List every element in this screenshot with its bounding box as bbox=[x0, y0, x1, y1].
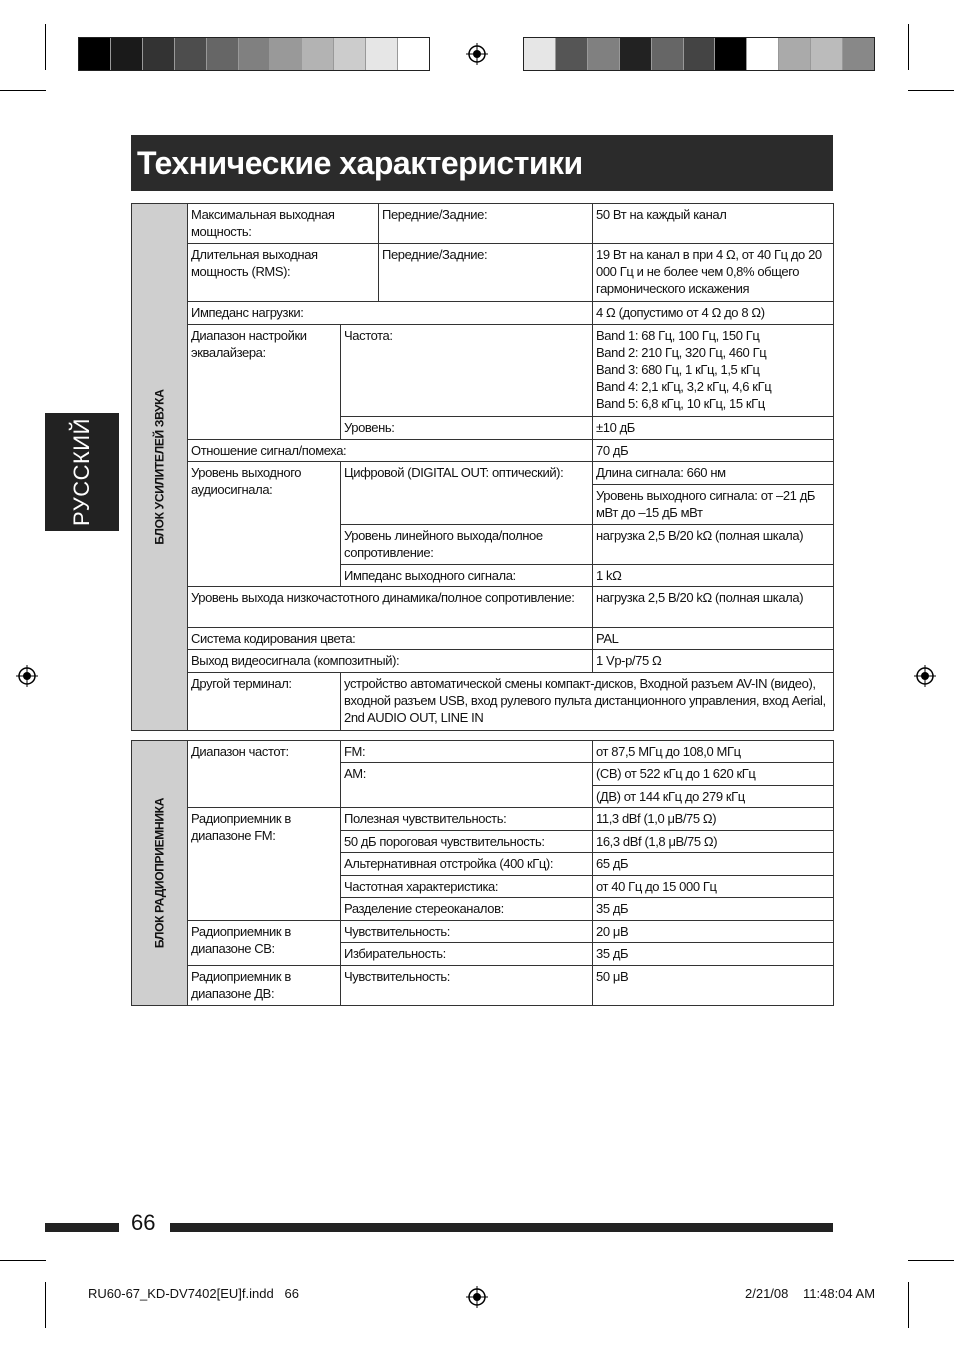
spec-label: Система кодирования цвета: bbox=[188, 628, 593, 650]
eq-band: Band 1: 68 Гц, 100 Гц, 150 Гц bbox=[596, 328, 760, 343]
color-swatch bbox=[79, 38, 111, 70]
color-swatch bbox=[366, 38, 398, 70]
spec-value: (ДВ) от 144 кГц до 279 кГц bbox=[593, 786, 834, 808]
spec-sublabel: Альтернативная отстройка (400 кГц): bbox=[341, 853, 593, 876]
color-swatch bbox=[747, 38, 779, 70]
spec-label: Выход видеосигнала (композитный): bbox=[188, 650, 593, 673]
spec-sublabel: Разделение стереоканалов: bbox=[341, 898, 593, 921]
color-swatch bbox=[111, 38, 143, 70]
spec-value: 50 μВ bbox=[593, 966, 834, 1006]
color-swatch bbox=[175, 38, 207, 70]
color-swatch bbox=[843, 38, 874, 70]
spec-label: Уровень выходного аудиосигнала: bbox=[188, 462, 341, 587]
color-swatch bbox=[270, 38, 302, 70]
registration-mark-icon bbox=[16, 665, 38, 687]
crop-mark bbox=[908, 90, 954, 91]
spec-label: Другой терминал: bbox=[188, 673, 341, 731]
eq-band: Band 5: 6,8 кГц, 10 кГц, 15 кГц bbox=[596, 396, 765, 411]
spec-sublabel: Уровень: bbox=[341, 417, 593, 440]
spec-label: Радиоприемник в диапазоне FM: bbox=[188, 808, 341, 921]
registration-mark-icon bbox=[914, 665, 936, 687]
spec-value: 70 дБ bbox=[593, 440, 834, 462]
spec-value: 50 Вт на каждый канал bbox=[593, 204, 834, 244]
language-tab-label: РУССКИЙ bbox=[69, 418, 94, 526]
crop-mark bbox=[908, 1282, 909, 1328]
crop-mark bbox=[908, 24, 909, 70]
page-title: Технические характеристики bbox=[131, 135, 833, 191]
color-swatch bbox=[779, 38, 811, 70]
spec-value: PAL bbox=[593, 628, 834, 650]
spec-value: 19 Вт на канал в при 4 Ω, от 40 Гц до 20 000 Гц и не более чем 0,8% общего гармонического искажения bbox=[593, 244, 834, 302]
spec-sublabel: Передние/Задние: bbox=[379, 244, 593, 302]
page-number: 66 bbox=[131, 1210, 156, 1235]
color-swatch bbox=[524, 38, 556, 70]
spec-label: Диапазон частот: bbox=[188, 741, 341, 808]
section-label-radio: БЛОК РАДИОПРИЕМНИКА bbox=[132, 741, 188, 1006]
spec-value: 35 дБ bbox=[593, 943, 834, 966]
page-bar-right bbox=[170, 1223, 833, 1232]
spec-value: нагрузка 2,5 В/20 kΩ (полная шкала) bbox=[593, 587, 834, 628]
spec-value: устройство автоматической смены компакт-дисков, Входной разъем AV-IN (видео), входной разъем USB, вход рулевого пульта дистанционного управления, вход Aerial, 2nd AUDIO OUT, LINE IN bbox=[341, 673, 834, 731]
spec-sublabel: Избирательность: bbox=[341, 943, 593, 966]
print-file-name: RU60-67_KD-DV7402[EU]f.indd 66 bbox=[88, 1286, 300, 1301]
eq-band: Band 3: 680 Гц, 1 кГц, 1,5 кГц bbox=[596, 362, 760, 377]
spec-value: 1 kΩ bbox=[593, 565, 834, 587]
color-swatch bbox=[207, 38, 239, 70]
spec-label: Уровень выхода низкочастотного динамика/полное сопротивление: bbox=[188, 587, 593, 628]
spec-sublabel: Полезная чувствительность: bbox=[341, 808, 593, 831]
amplifier-spec-table bbox=[131, 203, 834, 731]
section-label-amplifier: БЛОК УСИЛИТЕЛЕЙ ЗВУКА bbox=[132, 204, 188, 731]
spec-sublabel: FM: bbox=[341, 741, 593, 763]
color-calibration-bar-left bbox=[78, 37, 430, 71]
spec-sublabel: AM: bbox=[341, 763, 593, 808]
spec-label: Радиоприемник в диапазоне ДВ: bbox=[188, 966, 341, 1006]
color-swatch bbox=[239, 38, 271, 70]
color-swatch bbox=[334, 38, 366, 70]
spec-sublabel: Импеданс выходного сигнала: bbox=[341, 565, 593, 587]
crop-mark bbox=[908, 1260, 954, 1261]
crop-mark bbox=[45, 1282, 46, 1328]
spec-value-bands bbox=[593, 325, 834, 417]
registration-mark-icon bbox=[466, 1286, 488, 1308]
spec-value: 65 дБ bbox=[593, 853, 834, 876]
spec-value: от 40 Гц до 15 000 Гц bbox=[593, 876, 834, 898]
spec-sublabel: Частота: bbox=[341, 325, 593, 417]
spec-label: Максимальная выходная мощность: bbox=[188, 204, 379, 244]
spec-value: ±10 дБ bbox=[593, 417, 834, 440]
radio-spec-table bbox=[131, 740, 834, 1006]
color-swatch bbox=[652, 38, 684, 70]
color-swatch bbox=[715, 38, 747, 70]
color-swatch bbox=[588, 38, 620, 70]
spec-value: (СВ) от 522 кГц до 1 620 кГц bbox=[593, 763, 834, 786]
spec-value: Длина сигнала: 660 нм bbox=[593, 462, 834, 485]
registration-mark-icon bbox=[466, 43, 488, 65]
color-swatch bbox=[684, 38, 716, 70]
print-time: 11:48:04 AM bbox=[803, 1286, 876, 1301]
crop-mark bbox=[45, 24, 46, 70]
spec-sublabel: Передние/Задние: bbox=[379, 204, 593, 244]
color-swatch bbox=[620, 38, 652, 70]
spec-sublabel: 50 дБ пороговая чувствительность: bbox=[341, 831, 593, 853]
spec-value: 16,3 dBf (1,8 μВ/75 Ω) bbox=[593, 831, 834, 853]
spec-sublabel: Уровень линейного выхода/полное сопротивление: bbox=[341, 525, 593, 565]
spec-label: Отношение сигнал/помеха: bbox=[188, 440, 593, 462]
spec-value: Уровень выходного сигнала: от –21 дБ мВт до –15 дБ мВт bbox=[593, 485, 834, 525]
spec-value: 4 Ω (допустимо от 4 Ω до 8 Ω) bbox=[593, 302, 834, 325]
eq-band: Band 4: 2,1 кГц, 3,2 кГц, 4,6 кГц bbox=[596, 379, 772, 394]
print-date: 2/21/08 bbox=[745, 1286, 789, 1301]
color-swatch bbox=[811, 38, 843, 70]
spec-label: Длительная выходная мощность (RMS): bbox=[188, 244, 379, 302]
color-swatch bbox=[143, 38, 175, 70]
spec-sublabel: Частотная характеристика: bbox=[341, 876, 593, 898]
page-bar-left bbox=[45, 1223, 119, 1232]
spec-value: 20 μВ bbox=[593, 921, 834, 943]
color-swatch bbox=[302, 38, 334, 70]
color-swatch bbox=[398, 38, 429, 70]
spec-value: нагрузка 2,5 В/20 kΩ (полная шкала) bbox=[593, 525, 834, 565]
crop-mark bbox=[0, 90, 46, 91]
color-swatch bbox=[556, 38, 588, 70]
spec-value: 1 Vp-p/75 Ω bbox=[593, 650, 834, 673]
eq-band: Band 2: 210 Гц, 320 Гц, 460 Гц bbox=[596, 345, 767, 360]
spec-value: от 87,5 МГц до 108,0 МГц bbox=[593, 741, 834, 763]
spec-sublabel: Чувствительность: bbox=[341, 921, 593, 943]
spec-label: Диапазон настройки эквалайзера: bbox=[188, 325, 341, 440]
language-tab bbox=[45, 413, 119, 531]
color-calibration-bar-right bbox=[523, 37, 875, 71]
spec-label: Импеданс нагрузки: bbox=[188, 302, 593, 325]
spec-sublabel: Цифровой (DIGITAL OUT: оптический): bbox=[341, 462, 593, 525]
spec-value: 11,3 dBf (1,0 μВ/75 Ω) bbox=[593, 808, 834, 831]
spec-label: Радиоприемник в диапазоне СВ: bbox=[188, 921, 341, 966]
spec-value: 35 дБ bbox=[593, 898, 834, 921]
crop-mark bbox=[0, 1260, 46, 1261]
spec-sublabel: Чувствительность: bbox=[341, 966, 593, 1006]
